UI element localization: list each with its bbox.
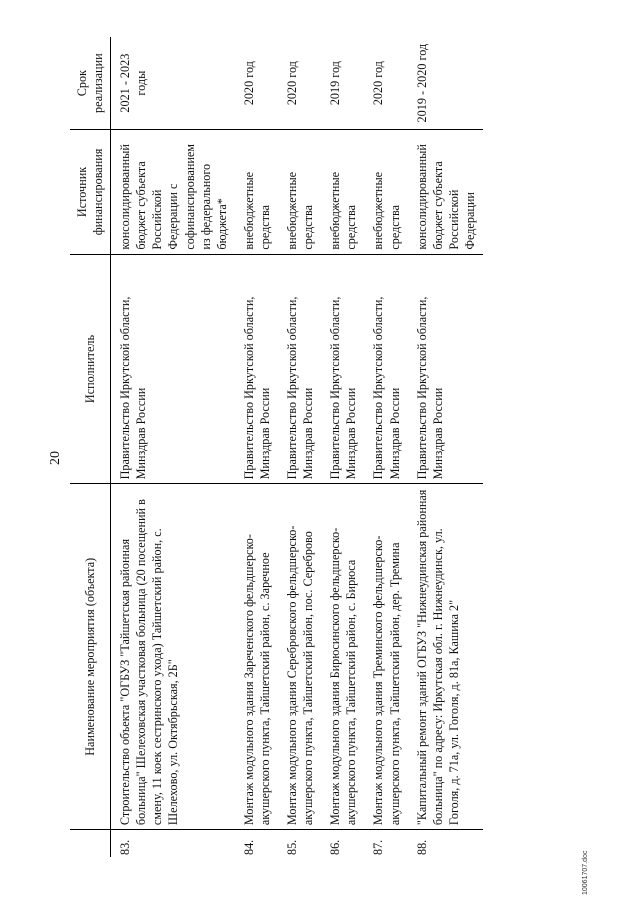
row-term: 2019 - 2020 год bbox=[408, 37, 483, 130]
row-source: внебюджетные средства bbox=[235, 130, 278, 254]
row-executor: Правительство Иркутской области, Минздрав России bbox=[278, 254, 321, 484]
table-row bbox=[235, 37, 278, 857]
measures-table bbox=[70, 37, 483, 857]
table-header-row bbox=[70, 37, 111, 857]
row-number: 85. bbox=[285, 839, 300, 855]
row-name: Монтаж модульного здания Серебровского фельдшерско-акушерского пункта, Тайшетский район, пос. Сереброво bbox=[278, 484, 321, 830]
row-source: консолидированный бюджет субъекта Российской Федерации bbox=[408, 130, 483, 254]
row-term: 2020 год bbox=[235, 37, 278, 130]
row-name: Монтаж модульного здания Треминского фельдшерско-акушерского пункта, Тайшетский район, дер. Тремина bbox=[364, 484, 407, 830]
row-number: 83. bbox=[118, 839, 133, 855]
row-name: "Капитальный ремонт зданий ОГБУЗ "Нижнеудинская районная больница" по адресу: Иркутская обл. г. Нижнеудинск, ул. Гоголя, д. 71а, ул. Гоголя, д. 81а, Кашика 2" bbox=[408, 484, 483, 830]
table-row bbox=[111, 37, 235, 857]
row-executor: Правительство Иркутской области, Минздрав России bbox=[364, 254, 407, 484]
header-executor: Исполнитель bbox=[70, 254, 111, 484]
row-name: Монтаж модульного здания Бирюсинского фельдшерско-акушерского пункта, Тайшетский район, с. Бирюса bbox=[321, 484, 364, 830]
table-row bbox=[278, 37, 321, 857]
row-executor: Правительство Иркутской области, Минздрав России bbox=[235, 254, 278, 484]
row-name: Строительство объекта "ОГБУЗ "Тайшетская районная больница" Шелеховская участковая больница (20 посещений в смену, 11 коек сестринского ухода) Тайшетский район, с. Шелехово, ул. Октябрьская, 2Б" bbox=[111, 484, 235, 830]
row-source: внебюджетные средства bbox=[321, 130, 364, 254]
row-number: 86. bbox=[328, 839, 343, 855]
row-number: 84. bbox=[241, 839, 256, 855]
row-number: 88. bbox=[414, 839, 429, 855]
row-source: консолидированный бюджет субъекта Российской Федерации с софинансированием из федерального бюджета* bbox=[111, 130, 235, 254]
row-term: 2020 год bbox=[278, 37, 321, 130]
document-id: 10061707.doc bbox=[582, 850, 589, 895]
row-number: 87. bbox=[371, 839, 386, 855]
table-row bbox=[408, 37, 483, 857]
header-name: Наименование мероприятия (объекта) bbox=[70, 484, 111, 830]
row-executor: Правительство Иркутской области, Минздрав России bbox=[111, 254, 235, 484]
header-term: Срок реализации bbox=[70, 37, 111, 130]
row-executor: Правительство Иркутской области, Минздрав России bbox=[408, 254, 483, 484]
row-executor: Правительство Иркутской области, Минздрав России bbox=[321, 254, 364, 484]
table-row bbox=[364, 37, 407, 857]
row-term: 2019 год bbox=[321, 37, 364, 130]
header-number bbox=[70, 830, 111, 857]
page-number: 20 bbox=[48, 451, 63, 465]
row-name: Монтаж модульного здания Зареченского фельдшерско-акушерского пункта, Тайшетский район, с. Заречное bbox=[235, 484, 278, 830]
header-source: Источник финансирования bbox=[70, 130, 111, 254]
table-row bbox=[321, 37, 364, 857]
row-source: внебюджетные средства bbox=[278, 130, 321, 254]
row-term: 2021 - 2023 годы bbox=[111, 37, 235, 130]
row-term: 2020 год bbox=[364, 37, 407, 130]
row-source: внебюджетные средства bbox=[364, 130, 407, 254]
